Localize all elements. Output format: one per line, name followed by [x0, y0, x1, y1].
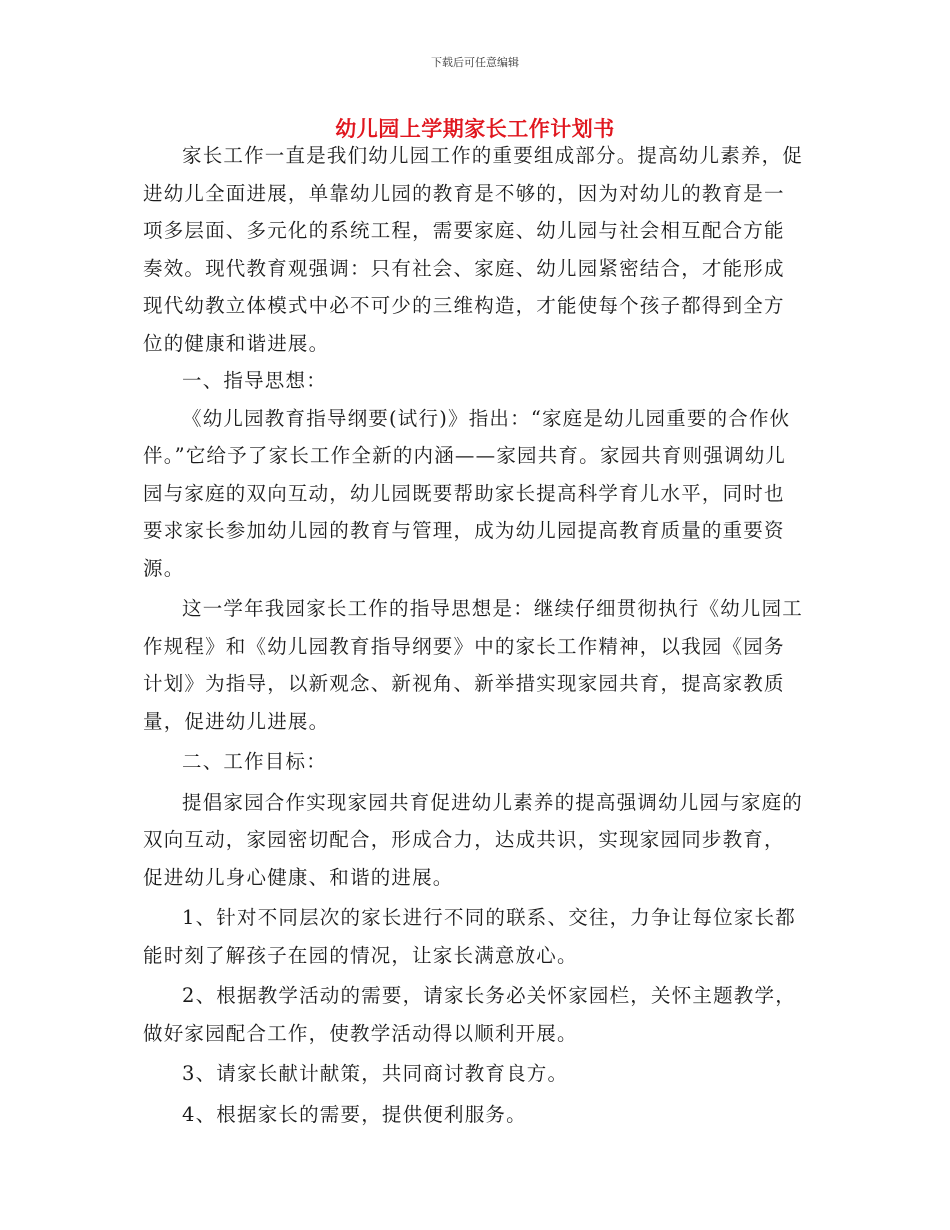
intro-paragraph: 家长工作一直是我们幼儿园工作的重要组成部分。提高幼儿素养，促进幼儿全面进展，单靠幼儿园的教育是不够的，因为对幼儿的教育是一项多层面、多元化的系统工程，需要家庭、幼儿园与社会相互配合方能奏效。现代教育观强调：只有社会、家庭、幼儿园紧密结合，才能形成现代幼教立体模式中必不可少的三维构造，才能使每个孩子都得到全方位的健康和谐进展。: [143, 144, 804, 355]
document-body: [143, 137, 803, 1133]
section-heading-guiding-ideology: 一、指导思想：: [182, 369, 327, 392]
work-goals-paragraph: 提倡家园合作实现家园共育促进幼儿素养的提高强调幼儿园与家庭的双向互动，家园密切配合，形成合力，达成共识，实现家园同步教育，促进幼儿身心健康、和谐的进展。: [143, 790, 804, 889]
goal-item-3: 3、请家长献计献策，共同商讨教育良方。: [182, 1062, 569, 1085]
guiding-ideology-paragraph: 这一学年我园家长工作的指导思想是：继续仔细贯彻执行《幼儿园工作规程》和《幼儿园教育指导纲要》中的家长工作精神，以我园《园务计划》为指导，以新观念、新视角、新举措实现家园共育，提高家教质量，促进幼儿进展。: [143, 597, 804, 733]
document-title: 幼儿园上学期家长工作计划书: [335, 117, 615, 141]
goal-item-1: 1、针对不同层次的家长进行不同的联系、交往，力争让每位家长都能时刻了解孩子在园的情况，让家长满意放心。: [143, 906, 796, 967]
goal-item-4: 4、根据家长的需要，提供便利服务。: [182, 1102, 527, 1126]
header-note: 下载后可任意编辑: [431, 56, 519, 69]
guideline-paragraph: 《幼儿园教育指导纲要(试行)》指出：“家庭是幼儿园重要的合作伙伴。”它给予了家长工作全新的内涵——家园共育。家园共育则强调幼儿园与家庭的双向互动，幼儿园既要帮助家长提高科学育儿水平，同时也要求家长参加幼儿园的教育与管理，成为幼儿园提高教育质量的重要资源。: [143, 406, 791, 580]
goal-item-2: 2、根据教学活动的需要，请家长务必关怀家园栏，关怀主题教学，做好家园配合工作，使教学活动得以顺利开展。: [143, 984, 796, 1045]
section-heading-work-goals: 二、工作目标：: [182, 750, 327, 773]
